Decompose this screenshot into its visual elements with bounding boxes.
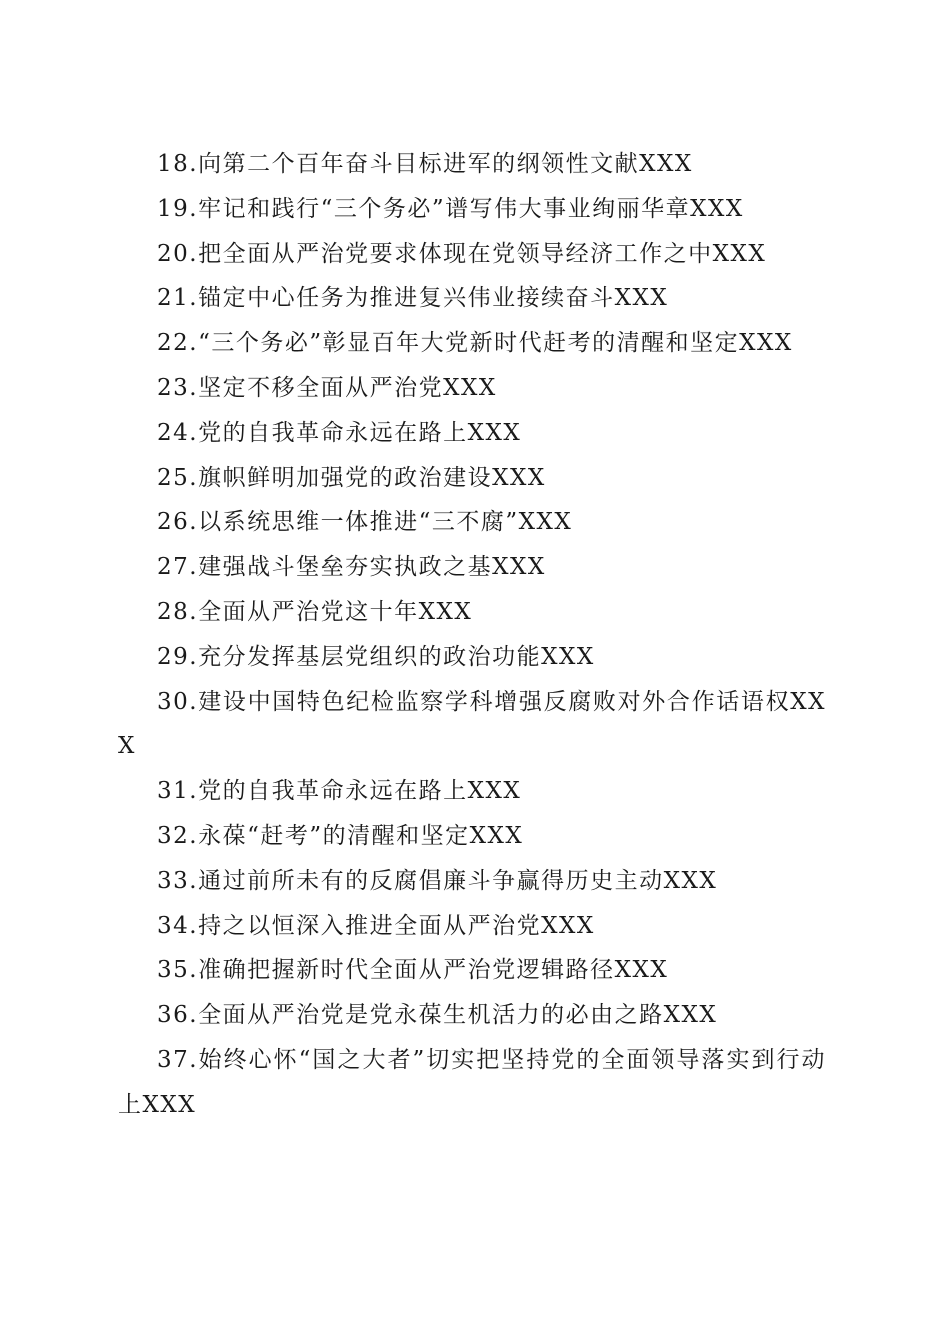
list-item: 30.建设中国特色纪检监察学科增强反腐败对外合作话语权XXX xyxy=(118,688,826,760)
list-item: 20.把全面从严治党要求体现在党领导经济工作之中XXX xyxy=(157,240,767,267)
list-item: 29.充分发挥基层党组织的政治功能XXX xyxy=(157,643,595,670)
list-item: 33.通过前所未有的反腐倡廉斗争赢得历史主动XXX xyxy=(157,867,718,894)
list-item: 21.锚定中心任务为推进复兴伟业接续奋斗XXX xyxy=(157,285,669,312)
list-item: 28.全面从严治党这十年XXX xyxy=(157,598,473,625)
list-item: 36.全面从严治党是党永葆生机活力的必由之路XXX xyxy=(157,1002,718,1029)
list-item: 25.旗帜鲜明加强党的政治建设XXX xyxy=(157,464,546,491)
list-item: 34.持之以恒深入推进全面从严治党XXX xyxy=(157,912,595,939)
article-list xyxy=(118,142,826,1128)
list-item: 31.党的自我革命永远在路上XXX xyxy=(157,778,522,805)
list-item: 23.坚定不移全面从严治党XXX xyxy=(157,374,497,401)
list-item: 18.向第二个百年奋斗目标进军的纲领性文献XXX xyxy=(157,151,693,177)
list-item: 26.以系统思维一体推进“三不腐”XXX xyxy=(157,509,573,536)
list-item: 32.永葆“赶考”的清醒和坚定XXX xyxy=(157,822,524,849)
list-item: 22.“三个务必”彰显百年大党新时代赶考的清醒和坚定XXX xyxy=(157,330,793,357)
list-item: 37.始终心怀“国之大者”切实把坚持党的全面领导落实到行动上XXX xyxy=(118,1046,826,1118)
list-item: 19.牢记和践行“三个务必”谱写伟大事业绚丽华章XXX xyxy=(157,195,744,222)
list-item: 27.建强战斗堡垒夯实执政之基XXX xyxy=(157,554,546,581)
list-item: 24.党的自我革命永远在路上XXX xyxy=(157,419,522,446)
list-item: 35.准确把握新时代全面从严治党逻辑路径XXX xyxy=(157,957,669,984)
